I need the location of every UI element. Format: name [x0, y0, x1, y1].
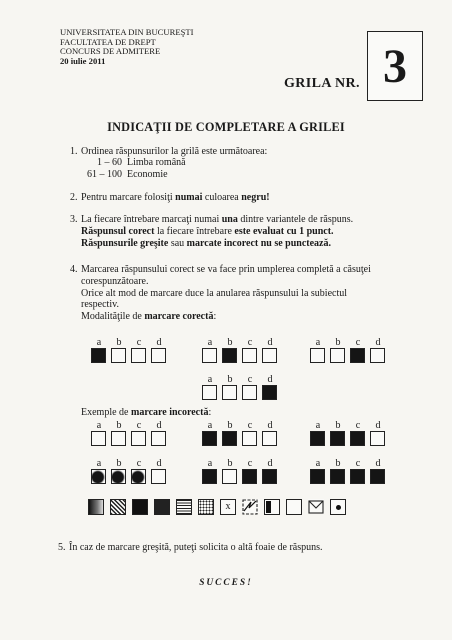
answer-box-filled — [262, 385, 277, 400]
letter-c: c — [355, 458, 361, 469]
answer-box-empty — [242, 431, 257, 446]
letter-a: a — [207, 374, 213, 385]
answer-box-filled — [370, 469, 385, 484]
letter-b: b — [116, 458, 122, 469]
x-mark-swatch — [220, 499, 236, 515]
answer-box-empty — [262, 348, 277, 363]
answer-box-filled — [202, 469, 217, 484]
range-row-1 — [78, 157, 186, 168]
scribble-icon — [242, 499, 260, 515]
answer-box-blotted — [111, 469, 126, 484]
letter-a: a — [315, 458, 321, 469]
empty-mark-swatch — [286, 499, 302, 515]
page-title: INDICAŢII DE COMPLETARE A GRILEI — [107, 120, 345, 134]
hatched-mark-swatch — [110, 499, 126, 515]
answer-box-filled — [350, 431, 365, 446]
answer-box-filled — [242, 469, 257, 484]
grila-number: 3 — [383, 39, 407, 93]
answer-box-empty — [330, 348, 345, 363]
item-number: 1. — [70, 146, 78, 157]
half-filled-mark-swatch — [264, 499, 280, 515]
emphasis: marcare corectă — [144, 311, 214, 323]
range-value: 61 – 100 — [87, 169, 122, 180]
letter-a: a — [96, 420, 102, 431]
incorrect-label — [81, 407, 211, 419]
letter-a: a — [96, 337, 102, 348]
dark-mark-swatch — [132, 499, 148, 515]
answer-box-filled — [222, 348, 237, 363]
letter-d: d — [267, 420, 273, 431]
answer-box-filled — [202, 431, 217, 446]
answer-box-empty — [222, 469, 237, 484]
letter-b: b — [116, 337, 122, 348]
letter-c: c — [136, 337, 142, 348]
answer-box-empty — [151, 431, 166, 446]
answer-box-filled — [350, 348, 365, 363]
faculty-name: FACULTATEA DE DREPT — [60, 36, 156, 47]
answer-box-filled — [310, 431, 325, 446]
letter-a: a — [207, 337, 213, 348]
answer-box-blotted — [131, 469, 146, 484]
range-value: 1 – 60 — [97, 157, 122, 168]
letter-b: b — [335, 420, 341, 431]
university-name: UNIVERSITATEA DIN BUCUREŞTI — [60, 27, 194, 37]
letter-b: b — [227, 420, 233, 431]
letter-b: b — [227, 458, 233, 469]
answer-box-empty — [262, 431, 277, 446]
instruction-1-text: Ordinea răspunsurilor la grilă este următoarea: — [81, 146, 268, 157]
item-number: 4. — [70, 264, 78, 275]
text-part: : — [208, 407, 212, 418]
lined-mark-swatch — [176, 499, 192, 515]
emphasis: numai — [175, 192, 203, 203]
text-part: la fiecare întrebare — [154, 225, 235, 237]
envelope-mark-icon — [308, 499, 324, 513]
text-part: dintre variantele de răspuns. — [237, 214, 354, 225]
exam-date: 20 iulie 2011 — [60, 55, 106, 66]
letter-b: b — [227, 337, 233, 348]
letter-d: d — [375, 337, 381, 348]
answer-box-filled — [330, 469, 345, 484]
letter-d: d — [267, 374, 273, 385]
letter-d: d — [375, 458, 381, 469]
text-part: Modalităţile de — [81, 311, 145, 323]
answer-box-filled — [330, 431, 345, 446]
instruction-4-line: Marcarea răspunsului corect se va face prin umplerea completă a căsuţei — [81, 264, 371, 275]
letter-c: c — [247, 337, 253, 348]
letter-a: a — [315, 420, 321, 431]
text-part: sau — [168, 237, 187, 249]
item-number: 5. — [58, 542, 66, 553]
instruction-5-text: În caz de marcare greşită, puteţi solicita o altă foaie de răspuns. — [69, 542, 323, 553]
answer-box-filled — [310, 469, 325, 484]
letter-a: a — [315, 337, 321, 348]
answer-box-empty — [370, 348, 385, 363]
answer-box-filled — [222, 431, 237, 446]
letter-a: a — [207, 458, 213, 469]
answer-box-empty — [151, 469, 166, 484]
item-number: 3. — [70, 214, 78, 225]
answer-box-empty — [202, 385, 217, 400]
answer-box-empty — [222, 385, 237, 400]
answer-box-empty — [131, 348, 146, 363]
dot-mark-swatch — [330, 499, 346, 515]
emphasis: Răspunsul corect — [81, 225, 155, 237]
gradient-mark-swatch — [88, 499, 104, 515]
instruction-4-line: respectiv. — [81, 299, 119, 311]
letter-c: c — [247, 420, 253, 431]
letter-c: c — [355, 420, 361, 431]
letter-d: d — [156, 337, 162, 348]
answer-box-empty — [111, 348, 126, 363]
answer-box-empty — [242, 348, 257, 363]
instruction-4-line: Orice alt mod de marcare duce la anularea răspunsului la subiectul — [81, 287, 347, 299]
text-part: La fiecare întrebare marcaţi numai — [81, 214, 222, 225]
dotted-mark-swatch — [198, 499, 214, 515]
grila-number-box — [367, 31, 423, 101]
succes-text: SUCCES! — [199, 578, 253, 588]
emphasis: una — [221, 214, 238, 225]
letter-c: c — [247, 374, 253, 385]
letter-a: a — [96, 458, 102, 469]
answer-box-blotted — [91, 469, 106, 484]
letter-d: d — [267, 458, 273, 469]
answer-box-empty — [242, 385, 257, 400]
text-part: culoarea — [202, 192, 242, 203]
scribble-mark-icon — [242, 499, 260, 513]
letter-b: b — [335, 337, 341, 348]
letter-d: d — [156, 458, 162, 469]
letter-d: d — [156, 420, 162, 431]
answer-box-filled — [262, 469, 277, 484]
header — [60, 28, 193, 66]
range-subject: Limba română — [127, 157, 186, 168]
answer-box-filled — [91, 348, 106, 363]
half-fill — [266, 501, 271, 513]
letter-d: d — [375, 420, 381, 431]
answer-box-filled — [350, 469, 365, 484]
letter-d: d — [267, 337, 273, 348]
grila-label: GRILA NR. — [284, 76, 360, 91]
exam-name: CONCURS DE ADMITERE — [60, 46, 161, 57]
text-part: : — [213, 311, 217, 323]
filled-mark-swatch — [154, 499, 170, 515]
answer-box-empty — [111, 431, 126, 446]
text-part: Pentru marcare folosiţi — [81, 192, 176, 203]
instruction-4-line: corespunzătoare. — [81, 275, 149, 287]
answer-box-empty — [151, 348, 166, 363]
answer-box-empty — [202, 348, 217, 363]
item-number: 2. — [70, 192, 78, 203]
answer-box-empty — [310, 348, 325, 363]
letter-c: c — [136, 458, 142, 469]
emphasis: Răspunsurile greşite — [81, 237, 169, 249]
letter-a: a — [207, 420, 213, 431]
letter-b: b — [116, 420, 122, 431]
letter-c: c — [136, 420, 142, 431]
letter-b: b — [227, 374, 233, 385]
letter-b: b — [335, 458, 341, 469]
answer-box-empty — [370, 431, 385, 446]
range-subject: Economie — [127, 169, 168, 180]
answer-box-empty — [131, 431, 146, 446]
letter-c: c — [247, 458, 253, 469]
emphasis: este evaluat cu 1 punct. — [234, 225, 334, 237]
emphasis: marcate incorect nu se punctează. — [186, 237, 331, 249]
emphasis: negru! — [241, 192, 270, 203]
text-part: Exemple de — [81, 407, 131, 418]
envelope-icon — [308, 499, 324, 515]
emphasis: marcare incorectă — [130, 407, 209, 418]
letter-c: c — [355, 337, 361, 348]
x-mark-letter: x — [225, 501, 231, 512]
range-row-2 — [78, 169, 168, 180]
answer-box-empty — [91, 431, 106, 446]
